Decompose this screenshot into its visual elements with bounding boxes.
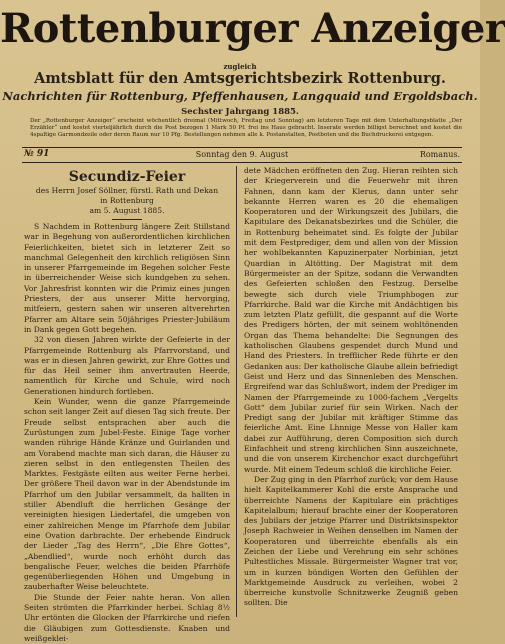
article-paragraph: Die Stunde der Feier nahte heran. Von allen Seiten strömten die Pfarrkinder herbei. Schlag 8½ Uhr ertönten die Glocken der Pfarrkirche und riefen die Gläubigen zum Gottesdienste. Knaben und weißgeklei-: [24, 592, 230, 643]
article-title-rule: [112, 219, 142, 220]
article-subtitle-3: am 5. August 1885.: [89, 206, 165, 215]
article-right-column: [244, 166, 458, 609]
subscription-notice: Der „Rottenburger Anzeiger“ erscheint wöchentlich dreimal (Mittwoch, Freitag und Sonntag) am letzteren Tage mit dem Unterhaltungsblatte „Der Erzähler“ und kostet vierteljährlich durch die Post bezogen 1 Mark 50 Pf. frei ins Haus gebracht. Inserate werden billigst berechnet und kostet die 4spaltige Garmondzeile oder deren Raum nur 10 Pfg. Bestellungen nehmen alle k. Postanstalten, Postboten und die Buchdruckerei entgegen.: [30, 118, 462, 138]
zugleich-label: zugleich: [223, 62, 257, 71]
article-paragraph: Der Zug ging in den Pfarrhof zurück; vor dem Hause hielt Kapitelkammerer Kohl die erste Ansprache und überreichte Namens der Kapitulare ein prächtiges Kapitelalbum; hierauf brachte einer der Kooperatoren des Jubilars der jetzige Pfarrer und Distriktsinspektor Joseph Rachweier in Weihen denselben im Namen der Kooperatoren und überreichte ebenfalls als ein Zeichen der Liebe und Verehrung ein sehr schönes Pultestliches Missale. Bürgermeister Wagner trat vor, um in kurzen bündigen Worten den Gefühlen der Marktgemeinde Ausdruck zu verleihen, wobei 2 überreiche kunstvolle Schnitzwerke Zeugniß geben sollten. Die: [244, 474, 458, 608]
article-paragraph: 32 von diesen Jahren wirkte der Gefeierte in der Pfarrgemeinde Rottenburg als Pfarrvorstand, und was er in diesen Jahren gewirkt, zur Ehre Gottes und für das Heil seiner ihm anvertrauten Heerde, namentlich für Kirche und Schule, wird noch Generationen hindurch fortleben.: [24, 335, 230, 396]
nachrichten-subtitle: Nachrichten für Rottenburg, Pfeffenhausen, Langquaid und Ergoldsbach.: [2, 89, 478, 103]
article-paragraph: Kein Wunder, wenn die ganze Pfarrgemeinde schon seit langer Zeit auf diesen Tag sich freute. Der Freude selbst entsprachen aber auch die Zurüstungen zum Jubel-Feste. Einige Tage vorher wanden rührige Hände Kränze und Guirlanden und am Vorabend machte man sich daran, die Häuser zu zieren selbst in den entlegensten Theilen des Marktes. Festgäste eilten aus weiter Ferne herbei. Der größere Theil davon war in der Abendstunde im Pfarrhof um den Jubilar versammelt, da hallten in stiller Abendluft die herrlichen Gesänge der vereinigten hiesigen Liedertafel, die umgeben von einer zahlreichen Menge im Pfarrhofe dem Jubilar eine Ovation darbrachte. Der erhebende Eindruck der Lieder „Tag des Herrn“, „Die Ehre Gottes“, „Abendlied“, wurde noch erhöht durch das bengalische Feuer, welches die beiden Pfarrhöfe gegenüberliegenden Höhen und Umgebung in zauberhafter Weise beleuchtete.: [24, 397, 230, 592]
article-subtitle-2: in Rottenburg: [100, 196, 154, 205]
masthead-title: Rottenburger Anzeiger: [0, 5, 505, 52]
column-separator: [236, 166, 237, 617]
issue-number: № 91: [24, 149, 50, 159]
article-paragraph: S Nachdem in Rottenburg längere Zeit Stillstand war in Begehung von außerordentlichen kirchlichen Feierlichkeiten, bietet sich in letzterer Zeit so manchmal Gelegenheit den kirchlich religiösen Sinn in unserer Pfarrgemeinde im Begehen solcher Feste in überreichender Weise sich kundgeben zu sehen. Vor Jahresfrist konnten wir die Primiz eines jungen Priesters, der aus unserer Mitte hervorging, mitfeiern, gestern sahen wir unseren altverehrten Pfarrer am Altare sein 50jähriges Priester-Jubiläum in Dank gegen Gott begehen.: [24, 222, 230, 334]
issue-date: Sonntag den 9. August: [195, 150, 289, 159]
article-paragraph: dete Mädchen eröffneten den Zug. Hieran reihten sich der Kriegerverein und die Feuerwehr mit ihren Fahnen, dann kam der Klerus, dann unter sehr bekannte Herren waren es 20 die ehemaligen Kooperatoren und der Wirkungszeit des Jubilars, die Kapitulare des Dekanatsbezirkes und die Schüler, die in Rottenburg beheimatet sind. Es folgte der Jubilar mit dem Festprediger, dem und allen von der Mission her wohlbekannten Kapuzinerpater Norbinian, jetzt Quardian in Altötting. Der Magistrat mit dem Bürgermeister an der Spitze, sodann die Verwandten des Gefeierten schloßen den Festzug. Derselbe bewegte sich durch viele Triumphbogen zur Pfarrkirche. Bald war die Kirche mit Andächtigen bis zum letzten Platz gefüllt, die gespannt auf die Worte des Predigers hörten, der mit seinem wohltönenden Organ das Thema behandelte: Die Segnungen des katholischen Glaubens gespendet durch Mund und Hand des Priesters. In trefflicher Rede führte er den Gedanken aus: Der katholische Glaube allein befriedigt Geist und Herz und das Sinnenleben des Menschen. Ergreifend war das Schlußwort, indem der Prediger im Namen der Pfarrgemeinde zu 1000-fachem „Vergelts Gott“ dem Jubilar zurief für sein Wirken. Nach der Predigt sang der Jubilar mit kräftiger Stimme das feierliche Amt. Eine Lhnnige Messe von Haller kam dabei zur Aufführung, deren Composition sich durch Einfachheit und streng kirchlichen Sinn auszeichnete, und die von unserem Kirchenchor exact durchgeführt wurde. Mit einem Tedeum schloß die kirchliche Feier.: [244, 166, 458, 474]
article-title: Secundiz-Feier: [68, 169, 186, 185]
issue-info-row: [24, 149, 460, 161]
jahrgang-label: Sechster Jahrgang 1885.: [181, 107, 299, 117]
issue-name-day: Romanus.: [419, 150, 460, 159]
article-subtitle-1: des Herrn Josef Söllner, fürstl. Rath und Dekan: [35, 186, 219, 195]
amtsblatt-subtitle: Amtsblatt für den Amtsgerichtsbezirk Rottenburg.: [34, 70, 446, 87]
header-rule-bottom: [22, 162, 462, 163]
header-rule-top: [22, 147, 462, 148]
article-left-column: [24, 166, 230, 644]
